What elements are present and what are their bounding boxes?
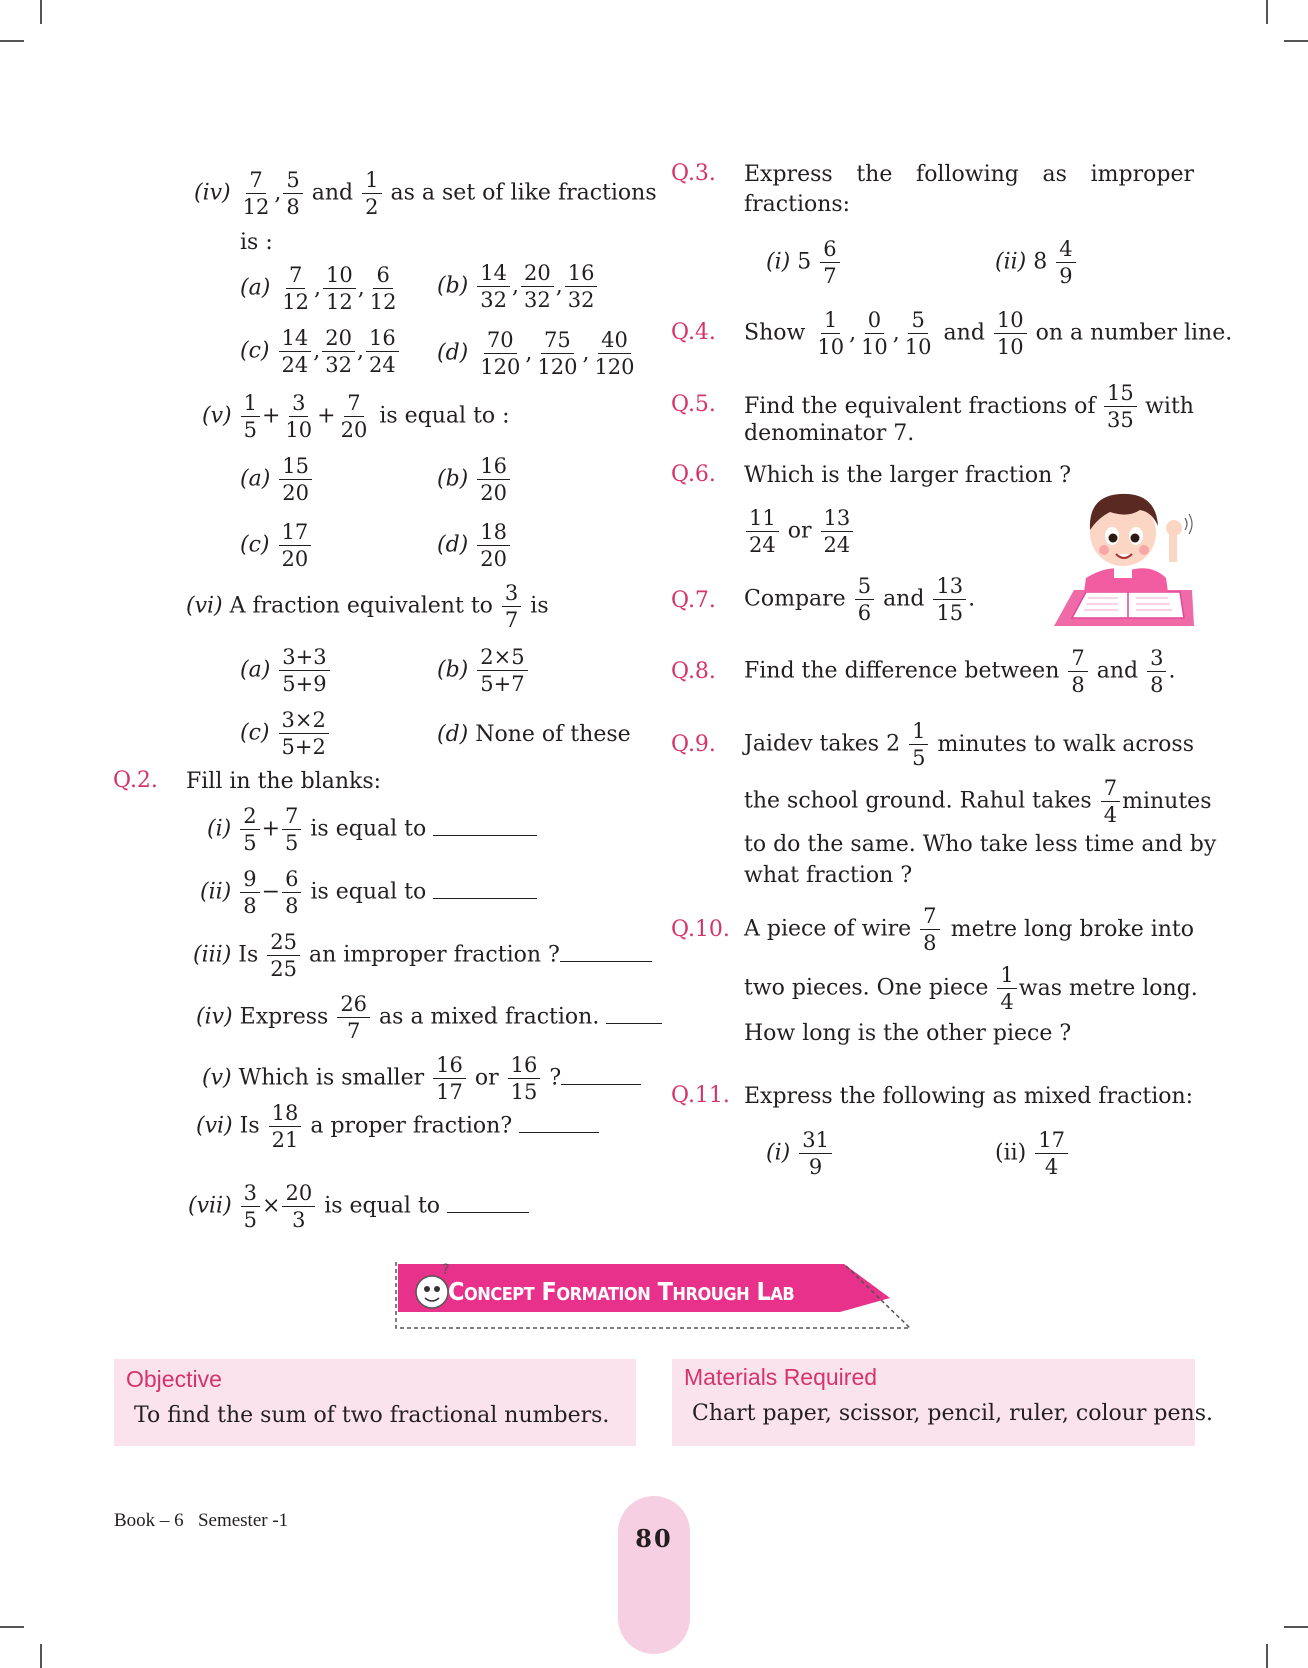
fraction: $\frac{75}{120}$ <box>537 328 578 379</box>
answer-blank[interactable] <box>560 941 652 962</box>
crop-mark <box>1284 1626 1308 1628</box>
question-text: Express the following as improper fractions: <box>744 162 1194 217</box>
fraction: $\frac{6}{8}$ <box>282 866 301 919</box>
fraction: $\frac{16}{20}$ <box>477 453 510 506</box>
answer-blank[interactable] <box>433 878 537 899</box>
question-iv: (iv) $\frac{7}{12}$ , $\frac{5}{8}$ and $\frac{1}{2}$ as a set of like fractions <box>194 168 657 219</box>
crop-mark <box>1284 40 1308 42</box>
question-number: (iv) <box>194 180 231 206</box>
sub-i: (i) 5 $\frac{6}{7}$ <box>766 236 842 289</box>
fraction: $\frac{14}{32}$ <box>477 260 510 313</box>
fraction: $\frac{1}{5}$ <box>241 390 260 443</box>
question-number: Q.8. <box>671 659 716 684</box>
blank-iii: (iii) Is $\frac{25}{25}$ an improper fraction ? <box>193 929 652 982</box>
question-number: Q.9. <box>671 732 716 757</box>
objective-text: To find the sum of two fractional numbers. <box>134 1403 610 1428</box>
svg-text:?: ? <box>442 1262 450 1278</box>
question-6-fractions: $\frac{11}{24}$ or $\frac{13}{24}$ <box>744 505 855 558</box>
blank-v: (v) Which is smaller $\frac{16}{17}$ or $\frac{16}{15}$ ? <box>202 1052 641 1105</box>
fraction: $\frac{1}{2}$ <box>362 167 381 220</box>
fraction: $\frac{7}{20}$ <box>340 391 368 442</box>
question-9-line2: the school ground. Rahul takes $\frac{7}{4}$ minutes <box>744 776 1212 827</box>
answer-blank[interactable] <box>519 1112 599 1133</box>
option-d: (d) $\frac{18}{20}$ <box>437 519 512 572</box>
question-7: Compare $\frac{5}{6}$ and $\frac{13}{15}$ . <box>744 574 976 625</box>
fraction: $\frac{1}{10}$ <box>817 308 845 359</box>
option-b: (b) $\frac{2\times 5}{5+7}$ <box>437 644 530 697</box>
question-number: Q.11. <box>671 1083 730 1108</box>
fraction: $\frac{3}{10}$ <box>285 391 313 442</box>
answer-blank[interactable] <box>447 1192 529 1213</box>
crop-mark <box>0 40 24 42</box>
fraction: $\frac{7}{8}$ <box>1068 645 1087 698</box>
fraction: $\frac{17}{4}$ <box>1035 1127 1068 1180</box>
question-number: Q.4. <box>671 320 716 345</box>
crop-mark <box>1266 1644 1268 1668</box>
fraction: $\frac{7}{12}$ <box>242 168 270 219</box>
crop-mark <box>40 0 42 24</box>
fraction: $\frac{7}{4}$ <box>1101 775 1120 828</box>
question-10-line1: A piece of wire $\frac{7}{8}$ metre long broke into <box>744 904 1194 955</box>
fraction: $\frac{15}{35}$ <box>1104 380 1137 433</box>
fraction: $\frac{18}{20}$ <box>477 519 510 572</box>
fraction: $\frac{70}{120}$ <box>480 328 521 379</box>
blank-i: (i) $\frac{2}{5}$ + $\frac{7}{5}$ is equal to <box>207 803 537 856</box>
fraction: $\frac{20}{3}$ <box>282 1180 315 1233</box>
fraction: $\frac{18}{21}$ <box>269 1100 302 1153</box>
crop-mark <box>0 1626 24 1628</box>
option-c: (c) $\frac{14}{24}$ , $\frac{20}{32}$ , $\frac{16}{24}$ <box>240 325 401 378</box>
question-10-line2: two pieces. One piece $\frac{1}{4}$ was metre long. <box>744 963 1198 1014</box>
question-number: (vi) <box>186 593 223 619</box>
fraction: $\frac{5}{8}$ <box>283 167 302 220</box>
fraction: $\frac{0}{10}$ <box>861 308 888 359</box>
page-number: 80 <box>635 1524 673 1553</box>
fraction: $\frac{16}{15}$ <box>508 1052 541 1105</box>
fraction: $\frac{26}{7}$ <box>337 991 370 1044</box>
question-vi: (vi) A fraction equivalent to $\frac{3}{7}$ is <box>186 581 549 632</box>
fraction: $\frac{3}{7}$ <box>502 580 521 633</box>
fraction: $\frac{20}{32}$ <box>322 325 355 378</box>
fraction: $\frac{6}{12}$ <box>369 263 397 314</box>
question-number: Q.3. <box>671 161 716 186</box>
fraction: $\frac{9}{8}$ <box>240 866 259 919</box>
option-d: (d) $\frac{70}{120}$ , $\frac{75}{120}$ , $\frac{40}{120}$ <box>437 327 640 380</box>
question-4: Show $\frac{1}{10}$ , $\frac{0}{10}$ , $\frac{5}{10}$ and $\frac{10}{10}$ on a number line. <box>744 308 1233 359</box>
question-number: Q.7. <box>671 588 716 613</box>
option-a: (a) $\frac{3+3}{5+9}$ <box>240 644 332 697</box>
answer-blank[interactable] <box>561 1064 641 1085</box>
fraction: $\frac{5}{6}$ <box>855 573 874 626</box>
fraction: $\frac{3+3}{5+9}$ <box>279 644 329 697</box>
fraction: $\frac{13}{24}$ <box>821 505 854 558</box>
question-number: Q.2. <box>113 768 158 793</box>
option-a: (a) $\frac{7}{12}$ , $\frac{10}{12}$ , $\frac{6}{12}$ <box>240 262 402 315</box>
fraction: $\frac{10}{10}$ <box>994 307 1027 360</box>
student-illustration <box>1048 478 1198 628</box>
page-tab <box>618 1496 690 1654</box>
blank-vi: (vi) Is $\frac{18}{21}$ a proper fraction? <box>196 1100 599 1153</box>
fraction: $\frac{2}{5}$ <box>240 803 259 856</box>
fraction: $\frac{3\times 2}{5+2}$ <box>279 707 329 760</box>
objective-heading: Objective <box>126 1366 222 1392</box>
fraction: $\frac{5}{10}$ <box>904 308 932 359</box>
crop-mark <box>40 1644 42 1668</box>
sub-ii: (ii) $\frac{17}{4}$ <box>995 1127 1070 1180</box>
question-8: Find the difference between $\frac{7}{8}$ and $\frac{3}{8}$ . <box>744 646 1176 697</box>
fraction: $\frac{3}{8}$ <box>1147 645 1166 698</box>
fraction: $\frac{16}{32}$ <box>565 260 598 313</box>
footer-book: Book – 6 Semester -1 <box>114 1510 289 1531</box>
materials-text: Chart paper, scissor, pencil, ruler, colour pens. <box>692 1401 1213 1426</box>
option-c: (c) $\frac{17}{20}$ <box>240 519 313 572</box>
question-9-line1: Jaidev takes 2 $\frac{1}{5}$ minutes to walk across <box>744 719 1194 770</box>
fraction: $\frac{3}{5}$ <box>241 1180 260 1233</box>
fraction: $\frac{2\times 5}{5+7}$ <box>477 644 527 697</box>
fraction: $\frac{13}{15}$ <box>933 573 966 626</box>
question-number: Q.10. <box>671 917 730 942</box>
fraction: $\frac{15}{20}$ <box>279 453 312 506</box>
fraction: $\frac{7}{8}$ <box>920 903 939 956</box>
sub-i: (i) $\frac{31}{9}$ <box>766 1127 834 1180</box>
fraction: $\frac{11}{24}$ <box>746 505 779 558</box>
question-text: denominator 7. <box>744 421 915 446</box>
blank-iv: (iv) Express $\frac{26}{7}$ as a mixed fraction. <box>196 991 662 1044</box>
fraction: $\frac{6}{7}$ <box>820 236 839 289</box>
lab-banner-title: Concept Formation Through Lab <box>448 1277 795 1306</box>
fraction: $\frac{7}{5}$ <box>282 803 301 856</box>
fraction: $\frac{7}{12}$ <box>282 263 310 314</box>
blank-ii: (ii) $\frac{9}{8}$ − $\frac{6}{8}$ is equal to <box>200 866 537 919</box>
question-number: Q.5. <box>671 392 716 417</box>
fraction: $\frac{40}{120}$ <box>594 328 635 379</box>
question-v: (v) $\frac{1}{5}$ + $\frac{3}{10}$ + $\frac{7}{20}$ is equal to : <box>202 391 510 442</box>
question-5: Find the equivalent fractions of $\frac{15}{35}$ with <box>744 381 1194 432</box>
answer-blank[interactable] <box>433 815 537 836</box>
fraction: $\frac{17}{20}$ <box>279 519 312 572</box>
question-number: (v) <box>202 403 232 429</box>
question-text: Express the following as mixed fraction: <box>744 1084 1194 1109</box>
fraction: $\frac{16}{17}$ <box>433 1052 466 1105</box>
question-text: what fraction ? <box>744 863 913 888</box>
fraction: $\frac{14}{24}$ <box>279 325 312 378</box>
question-text: to do the same. Who take less time and by <box>744 832 1217 857</box>
section-title: Fill in the blanks: <box>186 769 382 794</box>
crop-mark <box>1266 0 1268 24</box>
question-text: How long is the other piece ? <box>744 1021 1072 1046</box>
fraction: $\frac{1}{5}$ <box>909 718 928 771</box>
fraction: $\frac{31}{9}$ <box>799 1127 832 1180</box>
answer-blank[interactable] <box>606 1003 662 1024</box>
fraction: $\frac{25}{25}$ <box>267 929 300 982</box>
option-b: (b) $\frac{16}{20}$ <box>437 453 512 506</box>
fraction: $\frac{16}{24}$ <box>366 325 399 378</box>
option-c: (c) $\frac{3\times 2}{5+2}$ <box>240 707 331 760</box>
option-b: (b) $\frac{14}{32}$ , $\frac{20}{32}$ , $\frac{16}{32}$ <box>437 260 599 313</box>
fraction: $\frac{20}{32}$ <box>521 260 554 313</box>
materials-heading: Materials Required <box>684 1364 878 1390</box>
fraction: $\frac{10}{12}$ <box>323 262 356 315</box>
blank-vii: (vii) $\frac{3}{5}$ × $\frac{20}{3}$ is equal to <box>188 1180 529 1233</box>
question-text: is : <box>240 230 273 255</box>
question-number: Q.6. <box>671 462 716 487</box>
question-text: Which is the larger fraction ? <box>744 463 1072 488</box>
fraction: $\frac{4}{9}$ <box>1056 236 1075 289</box>
sub-ii: (ii) 8 $\frac{4}{9}$ <box>995 236 1078 289</box>
option-a: (a) $\frac{15}{20}$ <box>240 453 314 506</box>
option-d: (d) None of these <box>437 722 631 747</box>
fraction: $\frac{1}{4}$ <box>997 962 1016 1015</box>
